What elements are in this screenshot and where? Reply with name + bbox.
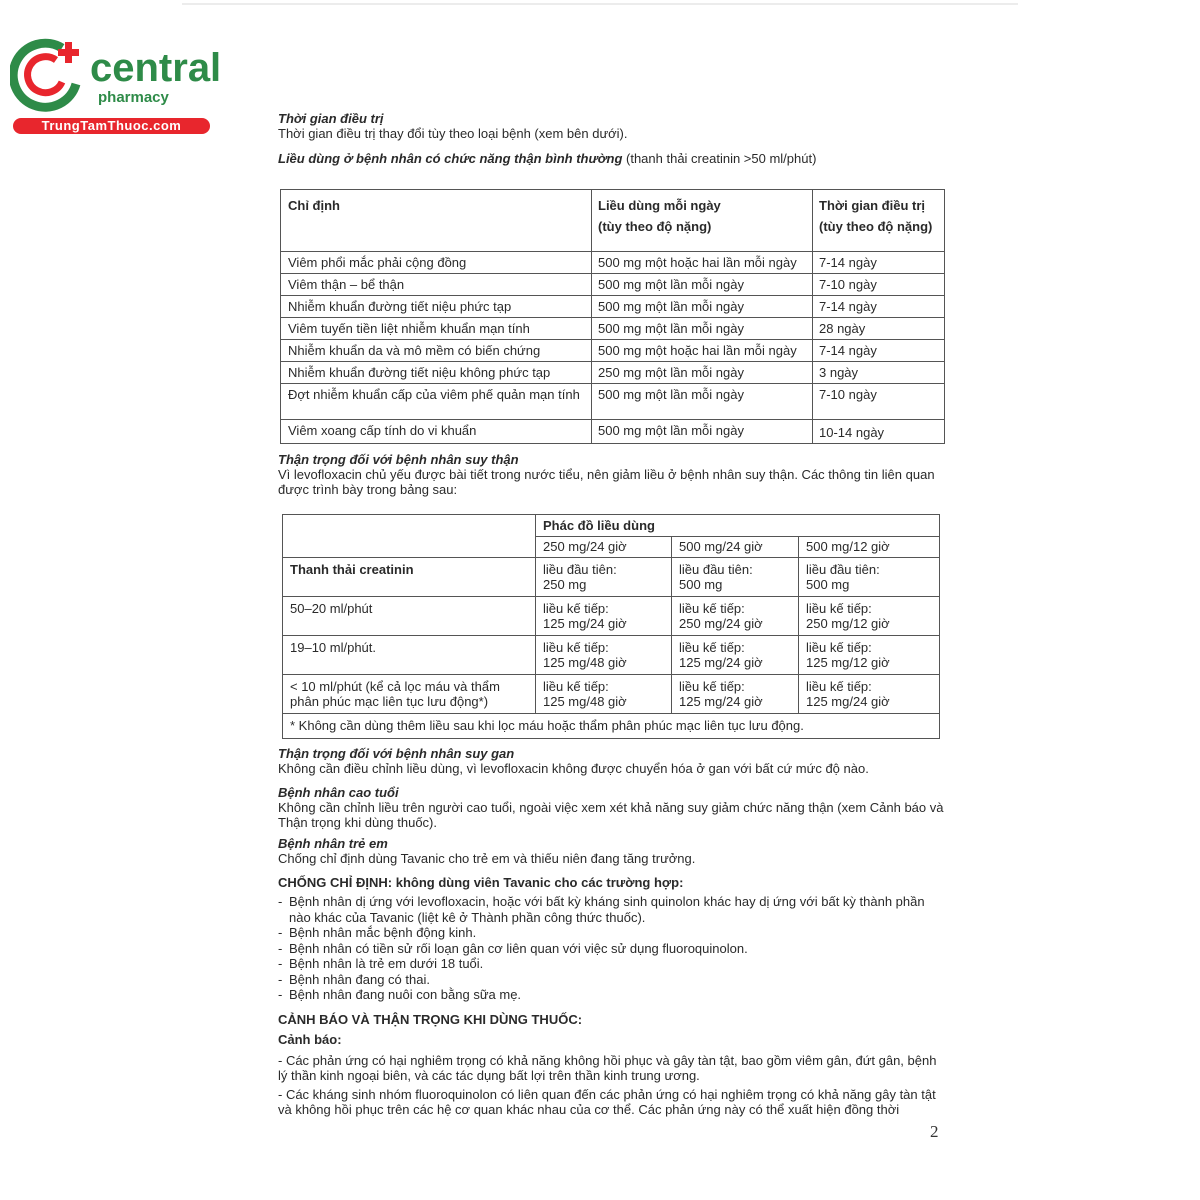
warning-paragraph: - Các kháng sinh nhóm fluoroquinolon có liên quan đến các phản ứng có hại nghiêm trọng có khả năng gây tàn tật và không hồi phục trên các hệ cơ quan khác nhau của cơ thể. Các phản ứng này có thể xuất hiện đồng thời [278, 1087, 936, 1117]
section-body: Vì levofloxacin chủ yếu được bài tiết trong nước tiểu, nên giảm liều ở bệnh nhân suy thận. Các thông tin liên quan được trình bày trong bảng sau: [278, 467, 935, 497]
dose-line: 250 mg [543, 577, 587, 592]
cell-duration: 28 ngày [813, 318, 945, 340]
table-footnote: * Không cần dùng thêm liều sau khi lọc máu hoặc thẩm phân phúc mạc liên tục lưu động. [283, 714, 940, 739]
dose-line: 250 mg/12 giờ [806, 616, 890, 631]
section-children [278, 836, 946, 866]
section-renal [278, 452, 946, 497]
top-border-line [182, 3, 1018, 5]
dose-cell [799, 636, 940, 675]
dose-line: liều đầu tiên: [543, 562, 617, 577]
dose-line: 125 mg/24 giờ [679, 694, 763, 709]
dose-cell [536, 597, 672, 636]
table-row [281, 318, 945, 340]
list-item: - Bệnh nhân mắc bệnh động kinh. [278, 925, 946, 941]
cell-duration: 7-14 ngày [813, 296, 945, 318]
dose-cell [536, 675, 672, 714]
contraindication-list [278, 894, 946, 1003]
cell-duration: 7-10 ngày [813, 274, 945, 296]
cell-dose: 500 mg một lần mỗi ngày [592, 420, 813, 444]
dose-cell [672, 675, 799, 714]
list-item: - Bệnh nhân dị ứng với levofloxacin, hoặc với bất kỳ kháng sinh quinolon khác hay dị ứng với bất kỳ thành phần nào khác của Tavanic (liệt kê ở Thành phần công thức thuốc). [278, 894, 946, 925]
header-regimen-option: 500 mg/24 giờ [672, 537, 799, 558]
section-title: Liều dùng ở bệnh nhân có chức năng thận bình thường [278, 151, 623, 166]
dose-line: 250 mg/24 giờ [679, 616, 763, 631]
table-row [281, 296, 945, 318]
header-regimen: Phác đồ liều dùng [536, 515, 940, 537]
row-label: 50–20 ml/phút [283, 597, 536, 636]
cell-dose: 500 mg một lần mỗi ngày [592, 296, 813, 318]
dosing-table [280, 189, 945, 444]
section-hepatic [278, 746, 946, 776]
dose-line: 125 mg/48 giờ [543, 655, 627, 670]
table-row [283, 636, 940, 675]
header-regimen-option: 250 mg/24 giờ [536, 537, 672, 558]
dose-cell [672, 558, 799, 597]
cell-dose: 500 mg một lần mỗi ngày [592, 274, 813, 296]
dose-line: 125 mg/24 giờ [679, 655, 763, 670]
dose-cell [672, 597, 799, 636]
section-body: Chống chỉ định dùng Tavanic cho trẻ em và thiếu niên đang tăng trưởng. [278, 851, 696, 866]
cell-dose: 250 mg một lần mỗi ngày [592, 362, 813, 384]
section-body: Thời gian điều trị thay đổi tùy theo loại bệnh (xem bên dưới). [278, 126, 628, 141]
list-item: - Bệnh nhân đang nuôi con bằng sữa mẹ. [278, 987, 946, 1003]
section-title: CHỐNG CHỈ ĐỊNH: không dùng viên Tavanic cho các trường hợp: [278, 875, 684, 890]
dose-cell [536, 558, 672, 597]
cell-dose: 500 mg một lần mỗi ngày [592, 384, 813, 420]
table-row [281, 274, 945, 296]
dose-line: liều kế tiếp: [806, 640, 872, 655]
cell-indication: Đợt nhiễm khuẩn cấp của viêm phế quản mạn tính [281, 384, 592, 420]
cell-duration: 7-10 ngày [813, 384, 945, 420]
cell-indication: Viêm phổi mắc phải cộng đồng [281, 252, 592, 274]
table-row [281, 362, 945, 384]
section-note: (thanh thải creatinin >50 ml/phút) [622, 151, 817, 166]
table-row [283, 597, 940, 636]
cell-duration: 7-14 ngày [813, 252, 945, 274]
section-title: Bệnh nhân cao tuổi [278, 785, 399, 800]
dose-line: liều kế tiếp: [543, 640, 609, 655]
table-row [283, 558, 940, 597]
dose-line: liều kế tiếp: [806, 679, 872, 694]
dose-line: liều kế tiếp: [543, 601, 609, 616]
row-label: Thanh thải creatinin [283, 558, 536, 597]
dose-cell [536, 636, 672, 675]
dose-line: 125 mg/24 giờ [543, 616, 627, 631]
page-number: 2 [930, 1122, 939, 1141]
dose-line: 125 mg/48 giờ [543, 694, 627, 709]
table-row [281, 384, 945, 420]
table-footnote-row [283, 714, 940, 739]
central-pharmacy-logo-icon [10, 38, 90, 118]
cell-indication: Nhiễm khuẩn đường tiết niệu không phức tạp [281, 362, 592, 384]
header-line: Liều dùng mỗi ngày [598, 198, 721, 213]
logo-brand-text: central [90, 46, 222, 90]
dose-line: 125 mg/24 giờ [806, 694, 890, 709]
section-title: Thận trọng đối với bệnh nhân suy gan [278, 746, 515, 761]
table-row [283, 675, 940, 714]
section-contraindications [278, 875, 946, 1003]
dose-line: 500 mg [679, 577, 723, 592]
dose-cell [799, 597, 940, 636]
dose-line: liều kế tiếp: [806, 601, 872, 616]
header-line: (tùy theo độ nặng) [598, 219, 712, 234]
cell-duration: 3 ngày [813, 362, 945, 384]
header-indication: Chỉ định [281, 190, 592, 252]
section-warnings [278, 1012, 946, 1117]
table-header-row [281, 190, 945, 252]
dose-line: liều kế tiếp: [679, 601, 745, 616]
logo-url-badge[interactable]: TrungTamThuoc.com [13, 118, 210, 134]
header-line: Thời gian điều trị [819, 198, 926, 213]
dose-line: 125 mg/12 giờ [806, 655, 890, 670]
table-header-row [283, 515, 940, 537]
row-label [283, 675, 536, 714]
dose-line: liều kế tiếp: [679, 640, 745, 655]
label-line: phân phúc mạc liên tục lưu động*) [290, 694, 489, 709]
section-title: CẢNH BÁO VÀ THẬN TRỌNG KHI DÙNG THUỐC: [278, 1012, 583, 1027]
section-normal-renal [278, 151, 946, 166]
section-subtitle: Cảnh báo: [278, 1032, 342, 1047]
section-body: Không cần điều chỉnh liều dùng, vì levofloxacin không được chuyển hóa ở gan với bất cứ mức độ nào. [278, 761, 869, 776]
section-title: Thận trọng đối với bệnh nhân suy thận [278, 452, 519, 467]
cell-indication: Nhiễm khuẩn da và mô mềm có biến chứng [281, 340, 592, 362]
header-duration [813, 190, 945, 252]
cell-dose: 500 mg một hoặc hai lần mỗi ngày [592, 252, 813, 274]
header-line: (tùy theo độ nặng) [819, 219, 933, 234]
cell-indication: Viêm tuyến tiền liệt nhiễm khuẩn mạn tính [281, 318, 592, 340]
row-label: 19–10 ml/phút. [283, 636, 536, 675]
cell-duration: 7-14 ngày [813, 340, 945, 362]
header-daily-dose [592, 190, 813, 252]
cell-indication: Viêm thận – bể thận [281, 274, 592, 296]
cell-duration: 10-14 ngày [813, 420, 945, 444]
cell-indication: Viêm xoang cấp tính do vi khuẩn [281, 420, 592, 444]
table-row [281, 340, 945, 362]
cell-dose: 500 mg một lần mỗi ngày [592, 318, 813, 340]
list-item: - Bệnh nhân là trẻ em dưới 18 tuổi. [278, 956, 946, 972]
section-elderly [278, 785, 946, 830]
dose-cell [799, 675, 940, 714]
list-item: - Bệnh nhân đang có thai. [278, 972, 946, 988]
table-row [281, 420, 945, 444]
warning-paragraph: - Các phản ứng có hại nghiêm trọng có khả năng không hồi phục và gây tàn tật, bao gồm viêm gân, đứt gân, bệnh lý thần kinh ngoại biên, và các tác dụng bất lợi trên thần kinh trung ương. [278, 1053, 937, 1083]
logo-sub-text: pharmacy [98, 89, 169, 106]
dose-cell [799, 558, 940, 597]
dose-line: liều kế tiếp: [679, 679, 745, 694]
dose-cell [672, 636, 799, 675]
table-row [281, 252, 945, 274]
section-duration [278, 111, 946, 141]
label-line: < 10 ml/phút (kể cả lọc máu và thẩm [290, 679, 500, 694]
dose-line: liều đầu tiên: [679, 562, 753, 577]
dose-line: 500 mg [806, 577, 850, 592]
section-title: Bệnh nhân trẻ em [278, 836, 388, 851]
central-pharmacy-logo[interactable] [10, 38, 220, 138]
empty-header-cell [283, 515, 536, 558]
cell-dose: 500 mg một hoặc hai lần mỗi ngày [592, 340, 813, 362]
header-regimen-option: 500 mg/12 giờ [799, 537, 940, 558]
section-title: Thời gian điều trị [278, 111, 384, 126]
renal-dosing-table [282, 514, 940, 739]
section-body: Không cần chỉnh liều trên người cao tuổi, ngoài việc xem xét khả năng suy giảm chức năng thận (xem Cảnh báo và Thận trọng khi dùng thuốc). [278, 800, 944, 830]
dose-line: liều kế tiếp: [543, 679, 609, 694]
list-item: - Bệnh nhân có tiền sử rối loạn gân cơ liên quan với việc sử dụng fluoroquinolon. [278, 941, 946, 957]
dose-line: liều đầu tiên: [806, 562, 880, 577]
cell-indication: Nhiễm khuẩn đường tiết niệu phức tạp [281, 296, 592, 318]
